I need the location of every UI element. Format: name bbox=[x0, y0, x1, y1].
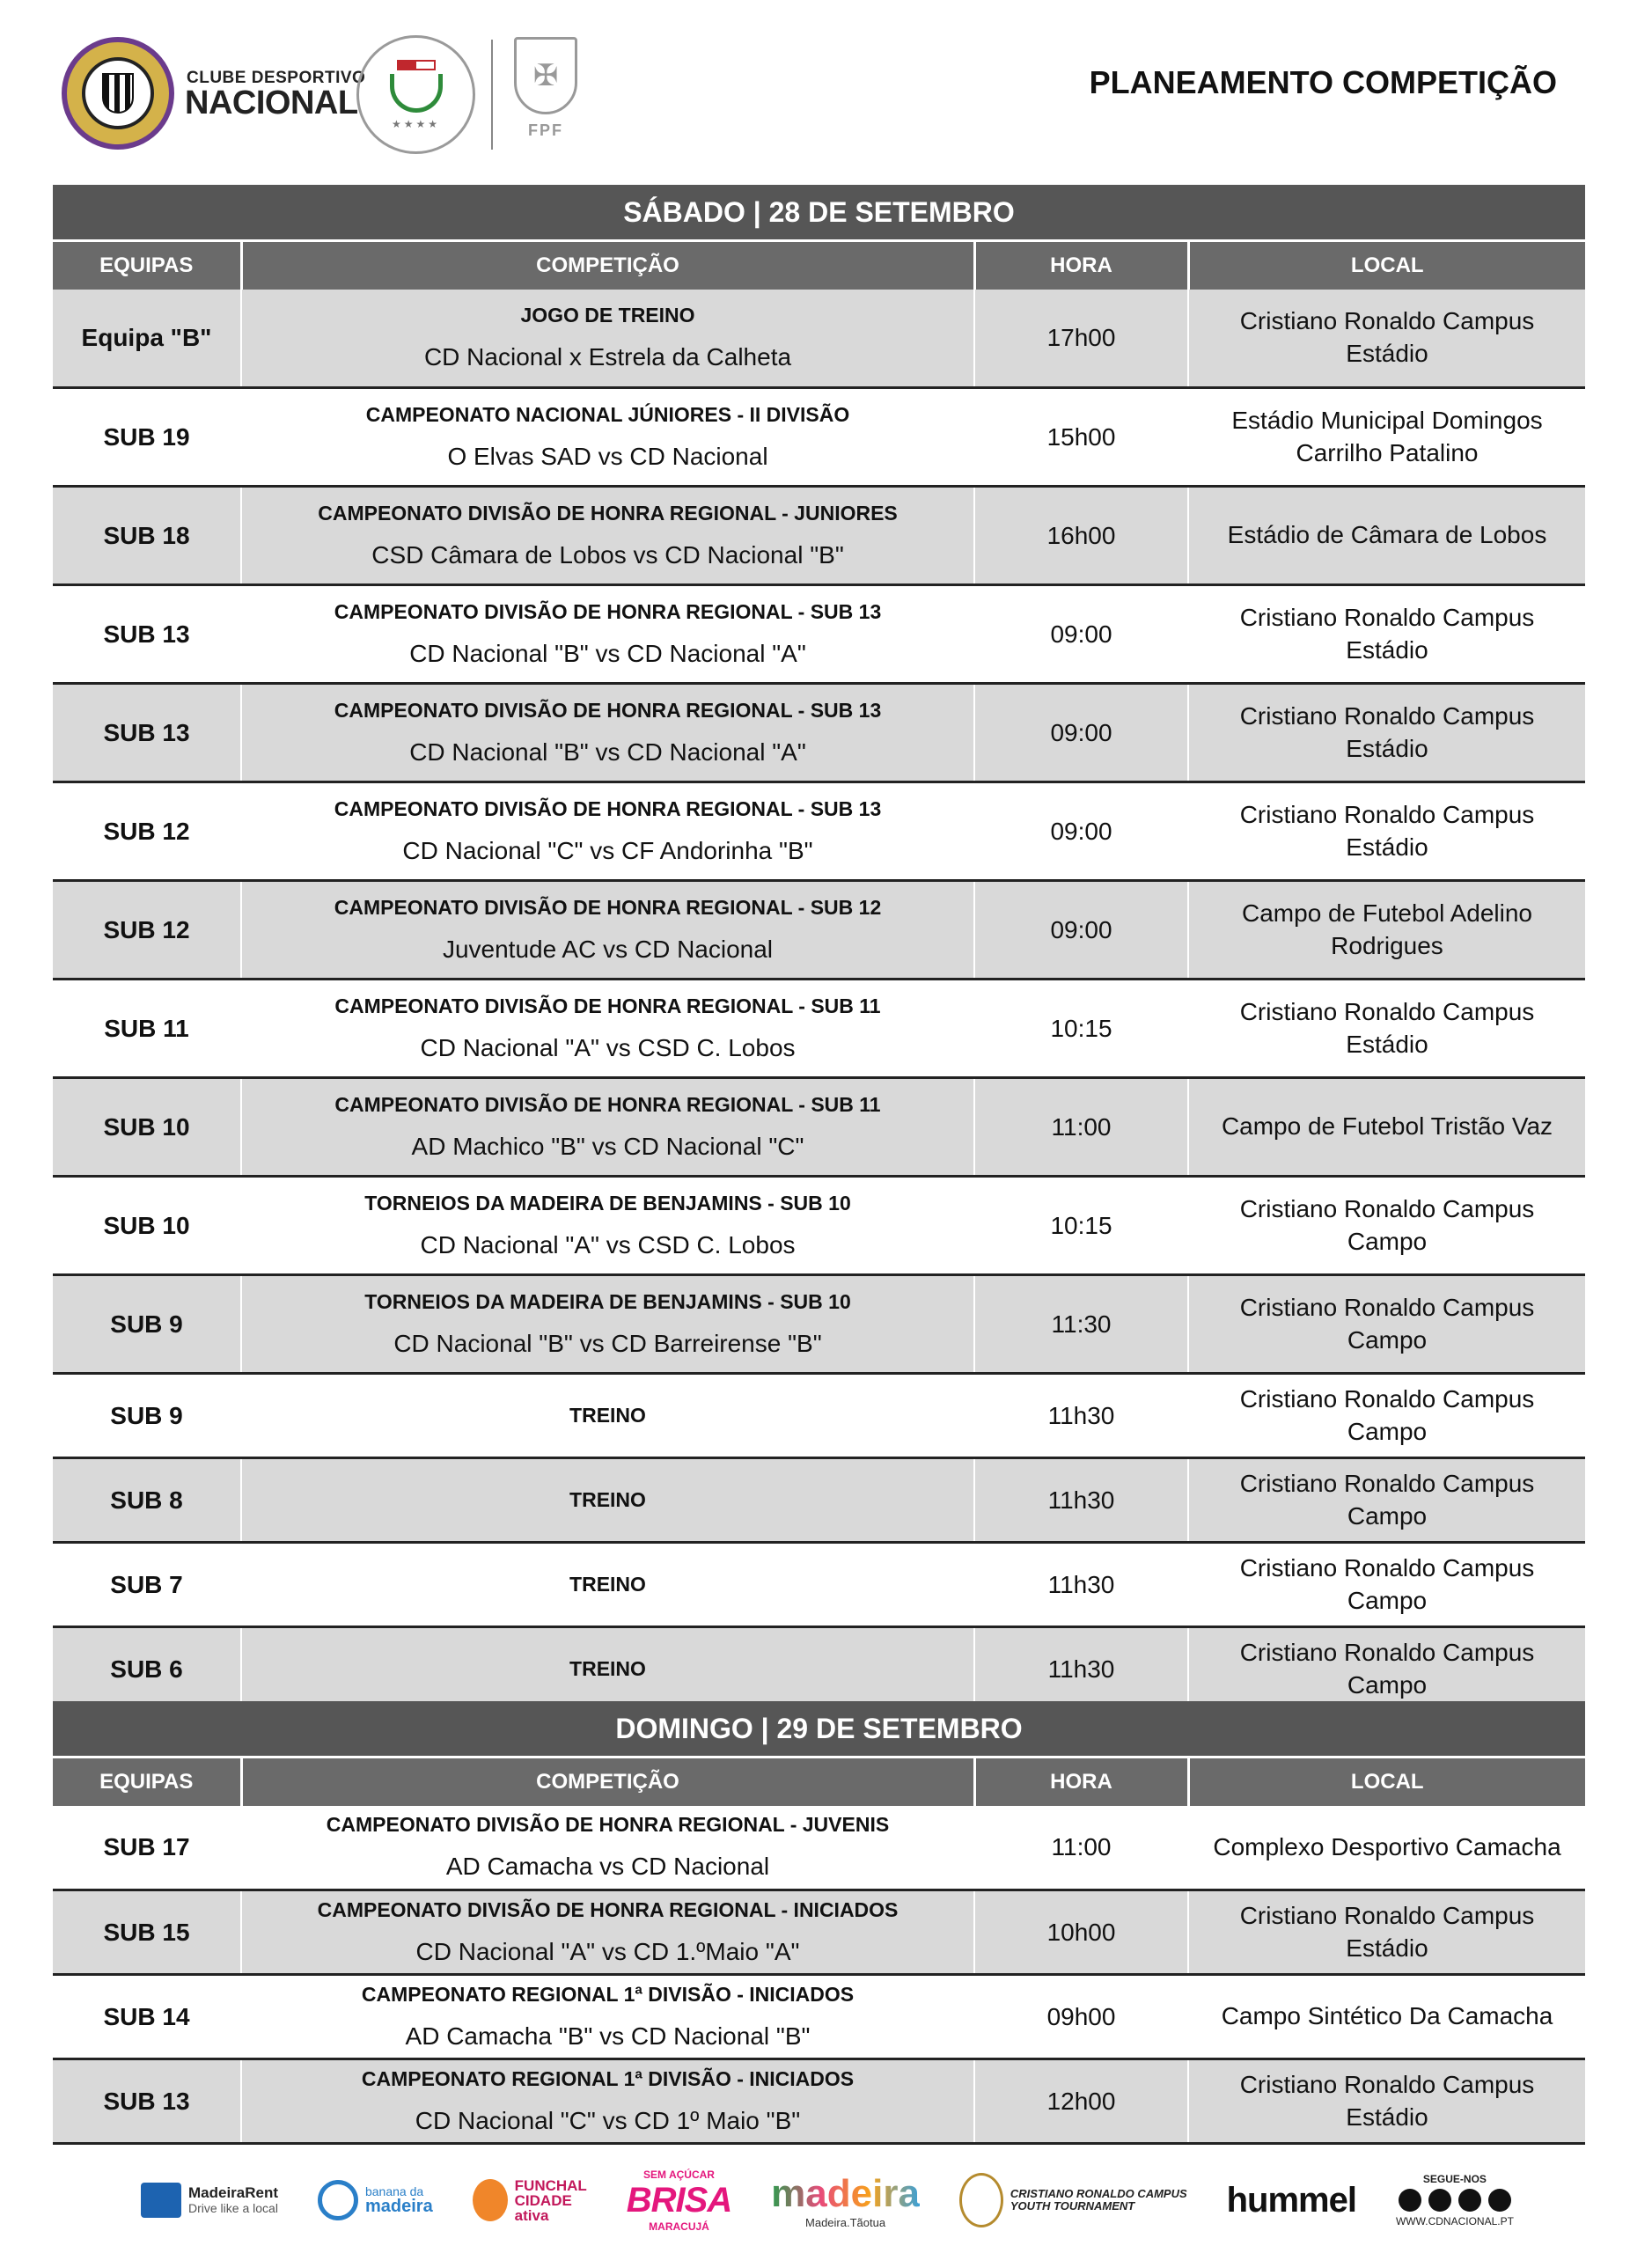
competition-cell bbox=[241, 487, 974, 585]
competition-name: CAMPEONATO DIVISÃO DE HONRA REGIONAL - SUB 13 bbox=[334, 797, 882, 820]
competition-name: CAMPEONATO DIVISÃO DE HONRA REGIONAL - SUB 11 bbox=[334, 1093, 881, 1116]
twitter-icon[interactable] bbox=[1458, 2189, 1481, 2212]
funchal-line-3: ativa bbox=[514, 2206, 549, 2224]
match-fixture: CD Nacional "B" vs CD Barreirense "B" bbox=[393, 1330, 822, 1357]
fpf-label: FPF bbox=[528, 121, 563, 139]
competition-name: TORNEIOS DA MADEIRA DE BENJAMINS - SUB 10 bbox=[364, 1192, 851, 1215]
match-fixture: CD Nacional "B" vs CD Nacional "A" bbox=[409, 738, 806, 766]
column-header-team: EQUIPAS bbox=[53, 1758, 241, 1806]
hour-cell: 10:15 bbox=[974, 1177, 1188, 1275]
competition-cell bbox=[241, 388, 974, 487]
sponsor-crc-youth-tournament bbox=[959, 2173, 1187, 2227]
local-cell: Estádio de Câmara de Lobos bbox=[1188, 487, 1585, 585]
sponsor-funchal-cidade-ativa bbox=[473, 2178, 587, 2223]
fpf-shield-icon: ✠ bbox=[514, 37, 577, 114]
column-header-hour: HORA bbox=[974, 1758, 1188, 1806]
hour-cell: 11:00 bbox=[974, 1806, 1188, 1890]
match-fixture: O Elvas SAD vs CD Nacional bbox=[447, 443, 768, 470]
competition-name: CAMPEONATO DIVISÃO DE HONRA REGIONAL - SUB 13 bbox=[334, 600, 882, 623]
sponsor-hummel: hummel bbox=[1226, 2180, 1356, 2220]
hour-cell: 11:00 bbox=[974, 1078, 1188, 1177]
madeirarent-name: MadeiraRent bbox=[188, 2183, 279, 2201]
funchal-line-1: FUNCHAL bbox=[514, 2176, 587, 2194]
team-cell: SUB 9 bbox=[53, 1374, 241, 1458]
table-row bbox=[53, 1806, 1585, 1890]
club-crest-icon bbox=[62, 37, 174, 150]
schedule-table-sunday bbox=[53, 1756, 1585, 2145]
hour-cell: 11h30 bbox=[974, 1627, 1188, 1712]
sponsor-brisa bbox=[627, 2169, 731, 2233]
competition-cell bbox=[241, 1975, 974, 2059]
match-fixture: AD Machico "B" vs CD Nacional "C" bbox=[411, 1133, 804, 1160]
competition-cell bbox=[241, 585, 974, 684]
competition-cell bbox=[241, 881, 974, 980]
table-row bbox=[53, 388, 1585, 487]
madeirarent-logo-icon bbox=[141, 2183, 181, 2218]
match-fixture: CD Nacional "A" vs CD 1.ºMaio "A" bbox=[415, 1938, 800, 1965]
table-row bbox=[53, 585, 1585, 684]
table-row bbox=[53, 1890, 1585, 1975]
website-link[interactable]: WWW.CDNACIONAL.PT bbox=[1395, 2215, 1514, 2227]
club-name-small: CLUBE DESPORTIVO bbox=[187, 69, 366, 87]
competition-name: CAMPEONATO DIVISÃO DE HONRA REGIONAL - INICIADOS bbox=[317, 1898, 899, 1921]
match-fixture: AD Camacha "B" vs CD Nacional "B" bbox=[405, 2022, 811, 2050]
header-divider bbox=[491, 40, 493, 150]
table-row bbox=[53, 1458, 1585, 1543]
competition-name: CAMPEONATO REGIONAL 1ª DIVISÃO - INICIADOS bbox=[361, 2067, 855, 2090]
table-row bbox=[53, 1275, 1585, 1374]
certification-badge-icon bbox=[356, 35, 475, 154]
hour-cell: 09:00 bbox=[974, 881, 1188, 980]
sponsor-madeira bbox=[771, 2172, 920, 2229]
hour-cell: 11h30 bbox=[974, 1374, 1188, 1458]
match-fixture: Juventude AC vs CD Nacional bbox=[442, 936, 774, 963]
competition-cell bbox=[241, 1806, 974, 1890]
competition-cell bbox=[241, 980, 974, 1078]
local-cell: Cristiano Ronaldo Campus Campo bbox=[1188, 1543, 1585, 1627]
local-cell: Cristiano Ronaldo Campus Estádio bbox=[1188, 782, 1585, 881]
competition-name: CAMPEONATO DIVISÃO DE HONRA REGIONAL - SUB 12 bbox=[334, 896, 882, 919]
local-cell: Cristiano Ronaldo Campus Estádio bbox=[1188, 585, 1585, 684]
competition-name: CAMPEONATO DIVISÃO DE HONRA REGIONAL - SUB 11 bbox=[334, 994, 881, 1017]
match-fixture: CD Nacional "A" vs CSD C. Lobos bbox=[420, 1231, 796, 1259]
day-title: SÁBADO | 28 DE SETEMBRO bbox=[53, 185, 1585, 239]
table-row bbox=[53, 684, 1585, 782]
certification-stars: ★★★★ bbox=[391, 117, 441, 130]
sponsor-madeirarent bbox=[141, 2183, 278, 2218]
brisa-top: SEM AÇÚCAR bbox=[643, 2168, 715, 2181]
team-cell: SUB 13 bbox=[53, 684, 241, 782]
local-cell: Campo de Futebol Adelino Rodrigues bbox=[1188, 881, 1585, 980]
column-header-hour: HORA bbox=[974, 241, 1188, 290]
local-cell: Cristiano Ronaldo Campus Estádio bbox=[1188, 2059, 1585, 2144]
match-fixture: CSD Câmara de Lobos vs CD Nacional "B" bbox=[371, 541, 844, 569]
hour-cell: 15h00 bbox=[974, 388, 1188, 487]
local-cell: Cristiano Ronaldo Campus Estádio bbox=[1188, 1890, 1585, 1975]
instagram-icon[interactable] bbox=[1428, 2189, 1451, 2212]
table-row bbox=[53, 1543, 1585, 1627]
competition-cell bbox=[241, 684, 974, 782]
page-title: PLANEAMENTO COMPETIÇÃO bbox=[1089, 64, 1557, 100]
table-row bbox=[53, 2059, 1585, 2144]
banana-logo-icon bbox=[318, 2180, 358, 2220]
competition-cell bbox=[241, 1627, 974, 1712]
hour-cell: 11h30 bbox=[974, 1543, 1188, 1627]
competition-name: CAMPEONATO DIVISÃO DE HONRA REGIONAL - JUVENIS bbox=[326, 1813, 890, 1837]
team-cell: SUB 14 bbox=[53, 1975, 241, 2059]
column-header-local: LOCAL bbox=[1188, 241, 1585, 290]
competition-name: CAMPEONATO NACIONAL JÚNIORES - II DIVISÃO bbox=[365, 403, 850, 426]
local-cell: Estádio Municipal Domingos Carrilho Patalino bbox=[1188, 388, 1585, 487]
hour-cell: 11:30 bbox=[974, 1275, 1188, 1374]
match-fixture: CD Nacional "C" vs CD 1º Maio "B" bbox=[415, 2107, 801, 2134]
competition-name: TREINO bbox=[569, 1657, 646, 1680]
local-cell: Cristiano Ronaldo Campus Estádio bbox=[1188, 290, 1585, 388]
social-block bbox=[1396, 2173, 1514, 2227]
day-saturday-block bbox=[53, 185, 1585, 1713]
local-cell: Cristiano Ronaldo Campus Campo bbox=[1188, 1177, 1585, 1275]
day-sunday-block bbox=[53, 1701, 1585, 2145]
match-fixture: CD Nacional "A" vs CSD C. Lobos bbox=[420, 1034, 796, 1061]
funchal-line-2: CIDADE bbox=[514, 2191, 572, 2209]
club-name: NACIONAL bbox=[185, 84, 358, 121]
match-fixture: AD Camacha vs CD Nacional bbox=[445, 1853, 770, 1881]
schedule-table-saturday bbox=[53, 239, 1585, 1713]
team-cell: SUB 10 bbox=[53, 1078, 241, 1177]
crc-line-2: YOUTH TOURNAMENT bbox=[1010, 2199, 1135, 2213]
team-cell: SUB 18 bbox=[53, 487, 241, 585]
hour-cell: 12h00 bbox=[974, 2059, 1188, 2144]
match-fixture: CD Nacional x Estrela da Calheta bbox=[423, 343, 792, 371]
team-cell: SUB 9 bbox=[53, 1275, 241, 1374]
competition-cell bbox=[241, 782, 974, 881]
team-cell: SUB 11 bbox=[53, 980, 241, 1078]
hour-cell: 09:00 bbox=[974, 585, 1188, 684]
competition-cell bbox=[241, 290, 974, 388]
banana-big: madeira bbox=[364, 2197, 433, 2216]
table-row bbox=[53, 1177, 1585, 1275]
brisa-name: BRISA bbox=[626, 2180, 732, 2220]
competition-cell bbox=[241, 1078, 974, 1177]
table-row bbox=[53, 1078, 1585, 1177]
column-header-competition: COMPETIÇÃO bbox=[241, 241, 974, 290]
sponsors-bar bbox=[141, 2161, 1514, 2240]
competition-cell bbox=[241, 1543, 974, 1627]
local-cell: Campo de Futebol Tristão Vaz bbox=[1188, 1078, 1585, 1177]
match-fixture: CD Nacional "B" vs CD Nacional "A" bbox=[409, 640, 806, 667]
match-fixture: CD Nacional "C" vs CF Andorinha "B" bbox=[402, 837, 813, 864]
table-row bbox=[53, 487, 1585, 585]
local-cell: Cristiano Ronaldo Campus Campo bbox=[1188, 1458, 1585, 1543]
local-cell: Cristiano Ronaldo Campus Estádio bbox=[1188, 980, 1585, 1078]
madeira-wordmark: madeira bbox=[771, 2171, 920, 2215]
table-row bbox=[53, 782, 1585, 881]
column-header-competition: COMPETIÇÃO bbox=[241, 1758, 974, 1806]
team-cell: SUB 12 bbox=[53, 782, 241, 881]
hour-cell: 17h00 bbox=[974, 290, 1188, 388]
table-row bbox=[53, 1627, 1585, 1712]
competition-cell bbox=[241, 1275, 974, 1374]
day-title: DOMINGO | 29 DE SETEMBRO bbox=[53, 1701, 1585, 1756]
competition-name: CAMPEONATO DIVISÃO DE HONRA REGIONAL - JUNIORES bbox=[318, 502, 898, 525]
competition-cell bbox=[241, 2059, 974, 2144]
table-row bbox=[53, 1975, 1585, 2059]
competition-name: TORNEIOS DA MADEIRA DE BENJAMINS - SUB 10 bbox=[364, 1290, 851, 1313]
facebook-icon[interactable] bbox=[1399, 2189, 1421, 2212]
table-row bbox=[53, 1374, 1585, 1458]
competition-name: TREINO bbox=[569, 1573, 646, 1596]
team-cell: SUB 13 bbox=[53, 2059, 241, 2144]
hour-cell: 09h00 bbox=[974, 1975, 1188, 2059]
competition-cell bbox=[241, 1177, 974, 1275]
local-cell: Cristiano Ronaldo Campus Campo bbox=[1188, 1275, 1585, 1374]
local-cell: Campo Sintético Da Camacha bbox=[1188, 1975, 1585, 2059]
table-row bbox=[53, 881, 1585, 980]
follow-label: SEGUE-NOS bbox=[1422, 2173, 1487, 2185]
madeirarent-tagline: Drive like a local bbox=[188, 2200, 278, 2215]
banana-small: banana da bbox=[364, 2184, 424, 2198]
column-header-local: LOCAL bbox=[1188, 1758, 1585, 1806]
brisa-bottom: MARACUJÁ bbox=[649, 2220, 709, 2233]
hour-cell: 10:15 bbox=[974, 980, 1188, 1078]
hour-cell: 09:00 bbox=[974, 782, 1188, 881]
hour-cell: 10h00 bbox=[974, 1890, 1188, 1975]
fpf-logo bbox=[510, 37, 581, 151]
crc-line-1: CRISTIANO RONALDO CAMPUS bbox=[1010, 2186, 1187, 2200]
hour-cell: 16h00 bbox=[974, 487, 1188, 585]
competition-name: TREINO bbox=[569, 1488, 646, 1511]
funchal-figure-icon bbox=[473, 2179, 508, 2221]
competition-cell bbox=[241, 1458, 974, 1543]
team-cell: SUB 17 bbox=[53, 1806, 241, 1890]
competition-name: JOGO DE TREINO bbox=[520, 304, 695, 327]
page-header bbox=[0, 0, 1652, 176]
competition-cell bbox=[241, 1374, 974, 1458]
madeira-tagline: Madeira.Tãotua bbox=[805, 2215, 886, 2229]
sponsor-banana-madeira bbox=[318, 2180, 433, 2220]
team-cell: SUB 13 bbox=[53, 585, 241, 684]
local-cell: Complexo Desportivo Camacha bbox=[1188, 1806, 1585, 1890]
team-cell: SUB 10 bbox=[53, 1177, 241, 1275]
team-cell: SUB 15 bbox=[53, 1890, 241, 1975]
team-cell: SUB 19 bbox=[53, 388, 241, 487]
column-header-team: EQUIPAS bbox=[53, 241, 241, 290]
youtube-icon[interactable] bbox=[1488, 2189, 1511, 2212]
competition-name: CAMPEONATO REGIONAL 1ª DIVISÃO - INICIADOS bbox=[361, 1983, 855, 2006]
table-row bbox=[53, 290, 1585, 388]
team-cell: SUB 7 bbox=[53, 1543, 241, 1627]
team-cell: SUB 12 bbox=[53, 881, 241, 980]
competition-name: CAMPEONATO DIVISÃO DE HONRA REGIONAL - SUB 13 bbox=[334, 699, 882, 722]
team-cell: SUB 8 bbox=[53, 1458, 241, 1543]
competition-name: TREINO bbox=[569, 1404, 646, 1427]
table-row bbox=[53, 980, 1585, 1078]
local-cell: Cristiano Ronaldo Campus Campo bbox=[1188, 1374, 1585, 1458]
crc-tournament-logo-icon bbox=[959, 2173, 1003, 2227]
team-cell: Equipa "B" bbox=[53, 290, 241, 388]
local-cell: Cristiano Ronaldo Campus Campo bbox=[1188, 1627, 1585, 1712]
competition-cell bbox=[241, 1890, 974, 1975]
hour-cell: 11h30 bbox=[974, 1458, 1188, 1543]
team-cell: SUB 6 bbox=[53, 1627, 241, 1712]
hour-cell: 09:00 bbox=[974, 684, 1188, 782]
local-cell: Cristiano Ronaldo Campus Estádio bbox=[1188, 684, 1585, 782]
